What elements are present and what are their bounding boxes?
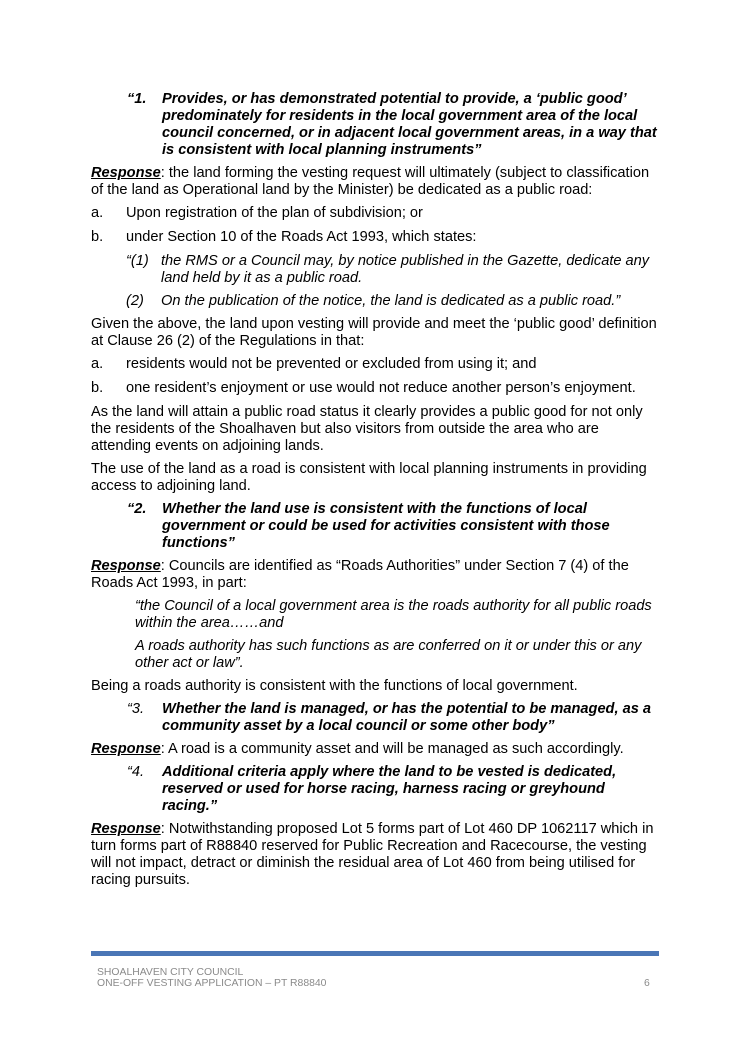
- list-marker: b.: [91, 229, 104, 245]
- paragraph-land-use: The use of the land as a road is consistent with local planning instruments in providing access to adjoining land.: [91, 461, 647, 494]
- criterion-number: “1.: [127, 91, 147, 107]
- response-3: [91, 741, 661, 758]
- footer-divider: [91, 951, 659, 956]
- criterion-text: Provides, or has demonstrated potential to provide, a ‘public good’ predominately for residents in the local government area of the local council concerned, or in adjacent local government areas, in a way that is consistent with local planning instruments”: [162, 91, 657, 158]
- criterion-number: “2.: [127, 501, 147, 517]
- criterion-number: “3.: [127, 701, 145, 717]
- roads-act-quote-2: A roads authority has such functions as are conferred on it or under this or any other act or law”.: [135, 638, 642, 671]
- response-text: : A road is a community asset and will be managed as such accordingly.: [160, 741, 624, 757]
- sub-marker: “(1): [126, 253, 149, 269]
- list-text: under Section 10 of the Roads Act 1993, which states:: [126, 229, 477, 245]
- criterion-text: Whether the land is managed, or has the potential to be managed, as a community asset by a local council or some other body”: [162, 701, 651, 734]
- list-item: [91, 205, 661, 222]
- footer: [97, 967, 326, 989]
- paragraph-public-road: As the land will attain a public road status it clearly provides a public good for not only the residents of the Shoalhaven but also visitors from outside the area who are attending events on adjoining lands.: [91, 404, 643, 454]
- response-label: Response: [91, 165, 161, 181]
- act-quote-item: [126, 253, 661, 287]
- criterion-text: Whether the land use is consistent with the functions of local government or could be used for activities consistent with those functions”: [162, 501, 610, 551]
- criterion-3: [127, 701, 661, 735]
- list-marker: a.: [91, 356, 104, 372]
- response-1: [91, 165, 661, 199]
- response-4: [91, 821, 661, 889]
- sub-text: the RMS or a Council may, by notice published in the Gazette, dedicate any land held by it as a public road.: [161, 253, 650, 286]
- list-text: one resident’s enjoyment or use would not reduce another person’s enjoyment.: [126, 380, 636, 396]
- response-2: [91, 558, 661, 592]
- criterion-2: [127, 501, 661, 552]
- criterion-text: Additional criteria apply where the land to be vested is dedicated, reserved or used for horse racing, harness racing or greyhound racing.”: [162, 764, 617, 814]
- criterion-number: “4.: [127, 764, 145, 780]
- criterion-1: [127, 91, 661, 159]
- list-marker: a.: [91, 205, 104, 221]
- list-text: Upon registration of the plan of subdivision; or: [126, 205, 423, 221]
- response-text: : the land forming the vesting request will ultimately (subject to classification of the land as Operational land by the Minister) be dedicated as a public road:: [91, 165, 650, 198]
- response-label: Response: [91, 558, 161, 574]
- list-item: [91, 229, 661, 246]
- paragraph-given: Given the above, the land upon vesting will provide and meet the ‘public good’ definition at Clause 26 (2) of the Regulations in that:: [91, 316, 657, 349]
- list-item: [91, 356, 661, 373]
- list-marker: b.: [91, 380, 104, 396]
- page-number: 6: [644, 978, 650, 989]
- response-label: Response: [91, 741, 161, 757]
- response-label: Response: [91, 821, 161, 837]
- footer-document-title: ONE-OFF VESTING APPLICATION – PT R88840: [97, 978, 327, 989]
- list-text: residents would not be prevented or excluded from using it; and: [126, 356, 537, 372]
- footer-council-name: SHOALHAVEN CITY COUNCIL: [97, 967, 244, 978]
- response-text: : Notwithstanding proposed Lot 5 forms part of Lot 460 DP 1062117 which in turn forms part of R88840 reserved for Public Recreation and Racecourse, the vesting will not impact, detract or diminish the residual area of Lot 460 from being utilised for racing pursuits.: [91, 821, 654, 888]
- sub-marker: (2): [126, 293, 144, 309]
- criterion-4: [127, 764, 661, 815]
- paragraph-roads-authority: Being a roads authority is consistent with the functions of local government.: [91, 678, 578, 694]
- sub-text: On the publication of the notice, the land is dedicated as a public road.”: [161, 293, 621, 309]
- document-body: [91, 91, 661, 895]
- response-text: : Councils are identified as “Roads Authorities” under Section 7 (4) of the Roads Act 1993, in part:: [91, 558, 629, 591]
- list-item: [91, 380, 661, 397]
- act-quote-item: [126, 293, 661, 310]
- roads-act-quote-1: “the Council of a local government area is the roads authority for all public roads within the area……and: [135, 598, 652, 631]
